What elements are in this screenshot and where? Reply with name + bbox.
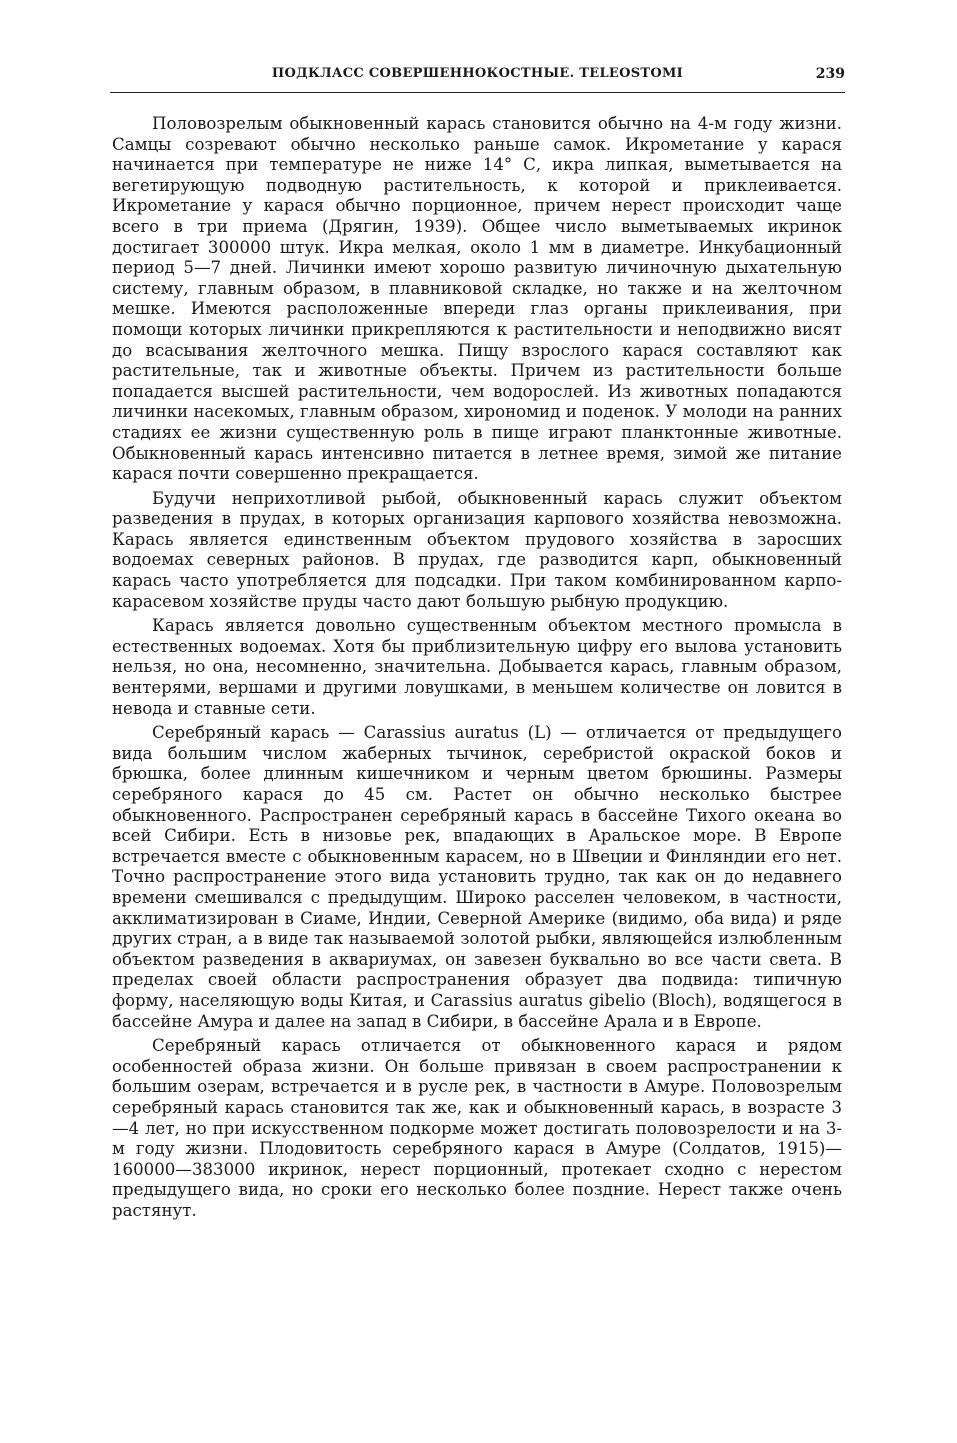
running-head [110,66,845,88]
paragraph-silver-carp: Серебряный карась — Carassius auratus (L) — отличается от предыдущего вида большим числом жаберных тычинок, серебристой окраской боков и брюшка, более длинным кишечником и черным цветом брюшины. Размеры серебряного карася до 45 см. Растет он обычно несколько быстрее обыкновенного. Распространен серебряный карась в бассейне Тихого океана во всей Сибири. Есть в низовье рек, впадающих в Аральское море. В Европе встречается вместе с обыкновенным карасем, но в Швеции и Финляндии его нет. Точно распространение этого вида установить трудно, так как он до недавнего времени смешивался с предыдущим. Широко расселен человеком, в частности, акклиматизирован в Сиаме, Индии, Северной Америке (видимо, оба вида) и ряде других стран, а в виде так называемой золотой рыбки, являющейся излюбленным объектом разведения в аквариумах, он завезен буквально во все части света. В пределах своей области распространения образует два подвида: типичную форму, населяющую воды Китая, и Carassius auratus gibelio (Bloch), водящегося в бассейне Амура и далее на запад в Сибири, в бассейне Арала и в Европе. [112,723,842,1031]
page-number: 239 [815,66,845,82]
header-rule [110,92,845,93]
paragraph-fishery: Карась является довольно существенным объектом местного промысла в естественных водоемах. Хотя бы приблизительную цифру его вылова установить нельзя, но она, несомненно, значительна. Добывается карась, главным образом, вентерями, вершами и другими ловушками, в меньшем количестве он ловится в невода и ставные сети. [112,616,842,718]
paragraph-silver-carp-biology: Серебряный карась отличается от обыкновенного карася и рядом особенностей образа жизни. Он больше привязан в своем распространении к большим озерам, встречается и в русле рек, в частности в Амуре. Половозрелым серебряный карась становится так же, как и обыкновенный карась, в возрасте 3—4 лет, но при искусственном подкорме может достигать половозрелости и на 3-м году жизни. Плодовитость серебряного карася в Амуре (Солдатов, 1915)—160000—383000 икринок, нерест порционный, протекает сходно с нерестом предыдущего вида, но сроки его несколько более поздние. Нерест также очень растянут. [112,1036,842,1220]
running-head-title: ПОДКЛАСС СОВЕРШЕННОКОСТНЫЕ. TELEOSTOMI [271,66,684,81]
body-text [112,114,842,1225]
paragraph-spawning: Половозрелым обыкновенный карась становится обычно на 4-м году жизни. Самцы созревают обычно несколько раньше самок. Икрометание у карася начинается при температуре не ниже 14° С, икра липкая, выметывается на вегетирующую подводную растительность, к которой и приклеивается. Икрометание у карася обычно порционное, причем нерест происходит чаще всего в три приема (Дрягин, 1939). Общее число выметываемых икринок достигает 300000 штук. Икра мелкая, около 1 мм в диаметре. Инкубационный период 5—7 дней. Личинки имеют хорошо развитую личиночную дыхательную систему, главным образом, в плавниковой складке, но также и на желточном мешке. Имеются расположенные впереди глаз органы приклеивания, при помощи которых личинки прикрепляются к растительности и неподвижно висят до всасывания желточного мешка. Пищу взрослого карася составляют как растительные, так и животные объекты. Причем из растительности больше попадается высшей растительности, чем водорослей. Из животных попадаются личинки насекомых, главным образом, хирономид и поденок. У молоди на ранних стадиях ее жизни существенную роль в пище играют планктонные животные. Обыкновенный карась интенсивно питается в летнее время, зимой же питание карася почти совершенно прекращается. [112,114,842,484]
paragraph-pond-farming: Будучи неприхотливой рыбой, обыкновенный карась служит объектом разведения в прудах, в которых организация карпового хозяйства невозможна. Карась является единственным объектом прудового хозяйства в заросших водоемах северных районов. В прудах, где разводится карп, обыкновенный карась часто употребляется для подсадки. При таком комбинированном карпо-карасевом хозяйстве пруды часто дают большую рыбную продукцию. [112,488,842,611]
